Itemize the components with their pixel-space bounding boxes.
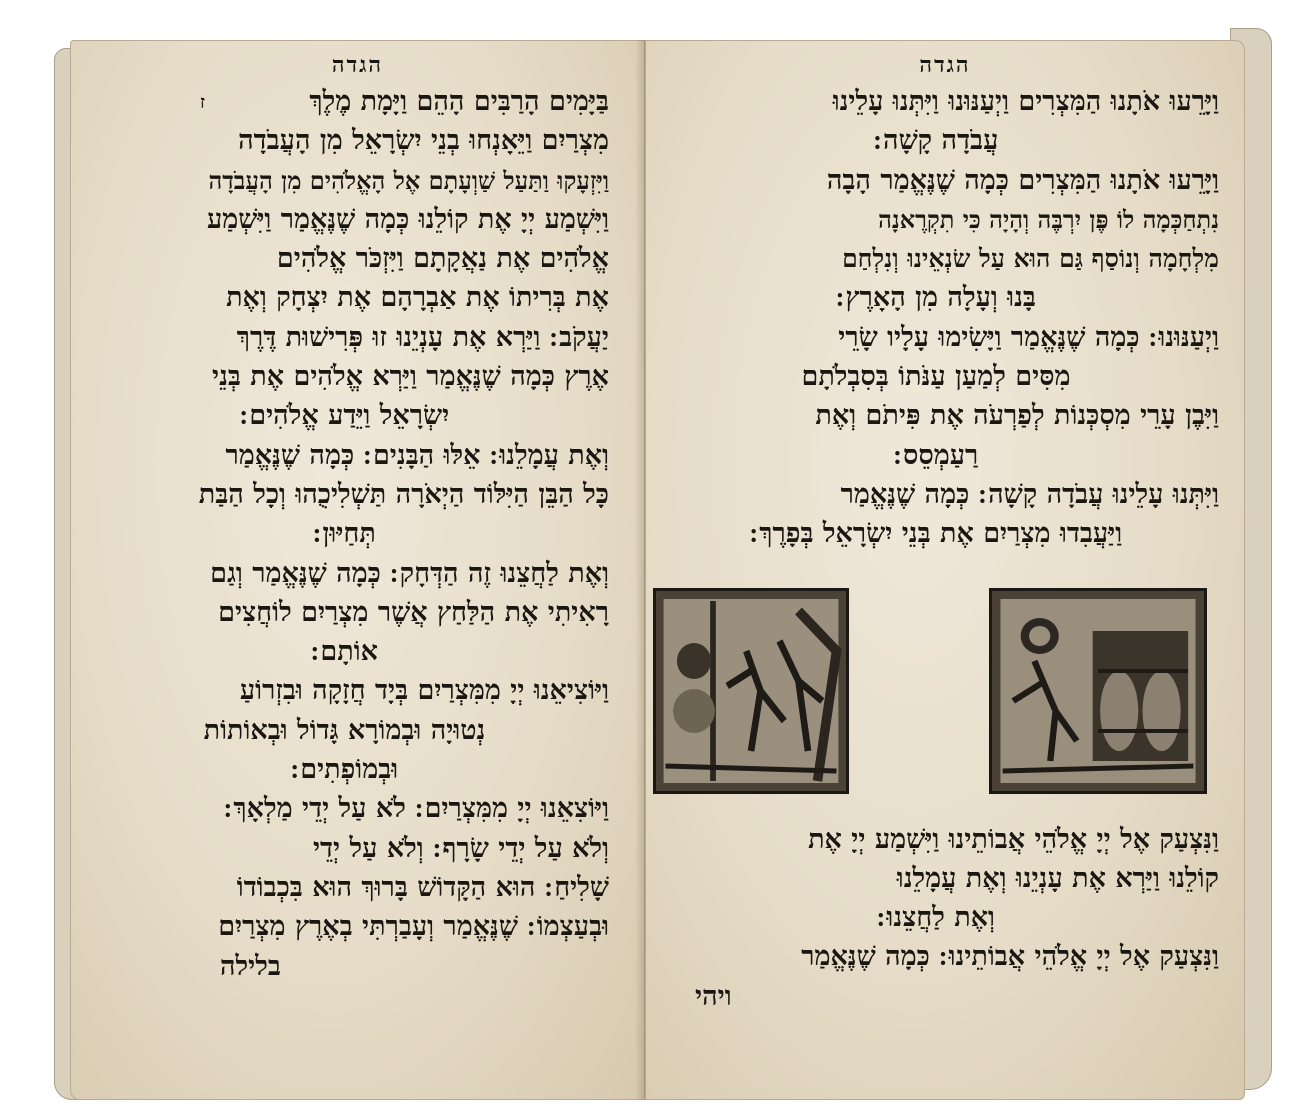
text-line: קוֹלֵנוּ וַיַּרְא אֶת עָנְיֵנוּ וְאֶת עֲמָלֵנוּ <box>896 862 1219 894</box>
woodcut-labor-scene <box>989 588 1207 794</box>
text-line: שָׁלִיחַ ׃ הוּא הַקָּדוֹשׁ בָּרוּךְ הוּא בִּכְבוֹדוֹ <box>236 871 609 903</box>
text-line: וַנִּצְעַק אֶל יְיָ אֱלֹהֵי אֲבוֹתֵינוּ ׃ כְּמָה שֶׁנֶּאֱמַר <box>801 941 1219 973</box>
text-line: וְלֹא עַל יְדֵי שָׂרָף ׃ וְלֹא עַל יְדֵי <box>312 832 609 864</box>
text-line: יִשְׂרָאֵל וַיֵּדַע אֱלֹהִים ׃ <box>239 400 450 432</box>
text-line: וּבְמוֹפְתִים ׃ <box>290 754 399 786</box>
open-book <box>40 18 1280 1103</box>
text-line: וַיָּרֵעוּ אֹתָנוּ הַמִּצְרִים וַיְעַנּוּנוּ וַיִּתְּנוּ עָלֵינוּ <box>832 86 1219 117</box>
left-page <box>70 40 645 1100</box>
text-line: בָּנוּ וְעָלָה מִן הָאָרֶץ ׃ <box>836 282 1036 314</box>
text-line: רַעַמְסֵס ׃ <box>893 439 979 471</box>
text-line: וְאֶת עֲמָלֵנוּ ׃ אֵלּוּ הַבָּנִים ׃ כְּמָה שֶׁנֶּאֱמַר <box>225 439 609 471</box>
right-page-text-lower <box>645 820 1245 1016</box>
text-line: וַיִּבֶן עָרֵי מִסְכְּנוֹת לְפַרְעֹה אֶת פִּיתֹם וְאֶת <box>815 400 1219 432</box>
folio-number: ז <box>200 92 206 113</box>
text-line: וְאֶת לַחֲצֵנוּ ׃ <box>877 902 995 934</box>
text-line: יַעֲקֹב ׃ וַיַּרְא אֶת עָנְיֵנוּ זוּ פְּרִישׁוּת דֶּרֶךְ <box>236 321 609 353</box>
text-line: וַנִּצְעַק אֶל יְיָ אֱלֹהֵי אֲבוֹתֵינוּ וַיִּשְׁמַע יְיָ אֶת <box>808 823 1219 855</box>
running-head: הגדה <box>331 52 384 78</box>
text-line: בַּיָּמִים הָרַבִּים הָהֵם וַיָּמָת מֶלֶךְ <box>309 86 609 117</box>
catchword: ויהי <box>695 980 732 1012</box>
text-line: אֱלֹהִים אֶת נַאֲקָתָם וַיִּזְכֹּר אֱלֹהִים <box>276 243 609 275</box>
text-line: כָּל הַבֵּן הַיִּלּוֹד הַיְאֹרָה תַּשְׁלִיכֻהוּ וְכָל הַבַּת <box>198 478 609 510</box>
text-line: אֶת בְּרִיתוֹ אֶת אַבְרָהָם אֶת יִצְחָק וְאֶת <box>226 282 609 314</box>
text-line: וּבְעַצְמוֹ ׃ שֶׁנֶּאֱמַר וְעָבַרְתִּי בְאֶרֶץ מִצְרַיִם <box>218 911 609 943</box>
text-line: מִסִּים לְמַעַן עַנֹּתוֹ בְּסִבְלֹתָם <box>801 361 1071 393</box>
text-line: וַיּוֹצִיאֵנוּ יְיָ מִמִּצְרַיִם בְּיָד חֲזָקָה וּבִזְרוֹעַ <box>239 675 609 707</box>
text-line: נְטוּיָה וּבְמוֹרָא גָּדוֹל וּבְאוֹתוֹת <box>203 714 486 746</box>
text-line: וַיִּתְּנוּ עָלֵינוּ עֲבֹדָה קָשָׁה ׃ כְּמָה שֶׁנֶּאֱמַר <box>840 478 1219 510</box>
text-line: אֶרֶץ כְּמָה שֶׁנֶּאֱמַר וַיַּרְא אֱלֹהִים אֶת בְּנֵי <box>212 361 609 393</box>
text-line: תְּחַיּוּן ׃ <box>313 518 376 550</box>
text-line: וַיִּשְׁמַע יְיָ אֶת קוֹלֵנוּ כְּמָה שֶׁנֶּאֱמַר וַיִּשְׁמַע <box>206 203 609 235</box>
right-page-text-upper <box>645 82 1245 554</box>
right-page <box>645 40 1245 1100</box>
text-line: מִלְחָמָה וְנוֹסַף גַּם הוּא עַל שׂנְאֵינוּ וְנִלְחַם <box>842 244 1219 274</box>
text-line: וַיַּעֲבִדוּ מִצְרַיִם אֶת בְּנֵי יִשְׂרָאֵל בְּפָרֶךְ ׃ <box>749 518 1123 550</box>
woodcut-illustrations <box>645 588 1245 798</box>
text-line: וַיּוֹצִאֵנוּ יְיָ מִמִּצְרַיִם ׃ לֹא עַל יְדֵי מַלְאָךְ ׃ <box>223 793 609 825</box>
catchword: בלילה <box>220 950 281 982</box>
woodcut-cry-out-scene <box>653 588 849 794</box>
text-line: וַיְעַנּוּנוּ ׃ כְּמָה שֶׁנֶּאֱמַר וַיָּשִׂימוּ עָלָיו שָׂרֵי <box>838 321 1219 353</box>
text-line: וְאֶת לַחֲצֵנוּ זֶה הַדְּחָק ׃ כְּמָה שֶׁנֶּאֱמַר וְגַם <box>210 557 609 589</box>
running-head: הגדה <box>919 52 971 78</box>
text-line: אוֹתָם ׃ <box>311 636 378 668</box>
text-line: עֲבֹדָה קָשָׁה ׃ <box>873 125 999 157</box>
left-page-text <box>70 82 645 986</box>
text-line: וַיִּזְעָקוּ וַתַּעַל שַׁוְעָתָם אֶל הָאֱלֹהִים מִן הָעֲבֹדָה <box>208 165 609 195</box>
text-line: נִתְחַכְּמָה לוֹ פֶּן יִרְבֶּה וְהָיָה כִּי תִקְרֶאנָה <box>878 204 1219 234</box>
text-line: מִצְרַיִם וַיֵּאָנְחוּ בְנֵי יִשְׂרָאֵל מִן הָעֲבֹדָה <box>238 125 609 157</box>
text-line: רָאִיתִי אֶת הַלַּחַץ אֲשֶׁר מִצְרַיִם לוֹחֲצִים <box>218 596 609 628</box>
text-line: וַיָּרֵעוּ אֹתָנוּ הַמִּצְרִים כְּמָה שֶׁנֶּאֱמַר הָבָה <box>826 164 1219 196</box>
